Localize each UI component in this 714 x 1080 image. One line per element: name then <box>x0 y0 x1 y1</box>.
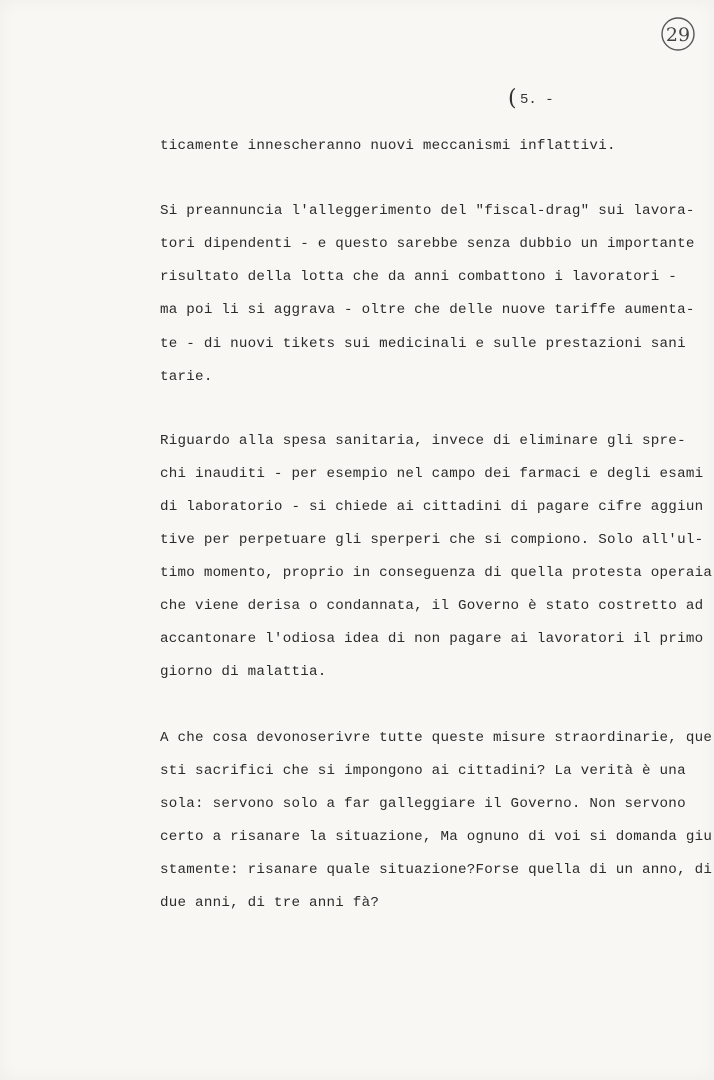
text-line: timo momento, proprio in conseguenza di quella protesta operaia <box>160 565 713 581</box>
page-marker-parenthesis: ( <box>508 86 517 111</box>
text-line: due anni, di tre anni fà? <box>160 895 380 911</box>
text-line: te - di nuovi tikets sui medicinali e sulle prestazioni sani <box>160 336 686 352</box>
text-line: risultato della lotta che da anni combattono i lavoratori - <box>160 269 678 285</box>
text-line: ma poi li si aggrava - oltre che delle nuove tariffe aumenta- <box>160 302 695 318</box>
text-line: A che cosa devonoserivre tutte queste misure straordinarie, que <box>160 730 713 746</box>
text-line: accantonare l'odiosa idea di non pagare ai lavoratori il primo <box>160 631 704 647</box>
page-marker <box>508 88 568 118</box>
stamp-number: 29 <box>665 24 691 46</box>
page-marker-number: 5. - <box>520 92 554 108</box>
text-line: Si preannuncia l'alleggerimento del "fiscal-drag" sui lavora- <box>160 203 695 219</box>
page-number-stamp <box>660 16 696 52</box>
text-line: stamente: risanare quale situazione?Forse quella di un anno, di <box>160 862 713 878</box>
text-line: che viene derisa o condannata, il Governo è stato costretto ad <box>160 598 704 614</box>
text-line: sti sacrifici che si impongono ai cittadini? La verità è una <box>160 763 686 779</box>
text-line: tive per perpetuare gli sperperi che si compiono. Solo all'ul- <box>160 532 704 548</box>
text-line: di laboratorio - si chiede ai cittadini di pagare cifre aggiun <box>160 499 704 515</box>
text-line: ticamente innescheranno nuovi meccanismi inflattivi. <box>160 138 616 154</box>
text-line: Riguardo alla spesa sanitaria, invece di eliminare gli spre- <box>160 433 686 449</box>
text-line: certo a risanare la situazione, Ma ognuno di voi si domanda giu <box>160 829 713 845</box>
text-line: sola: servono solo a far galleggiare il Governo. Non servono <box>160 796 686 812</box>
text-line: tori dipendenti - e questo sarebbe senza dubbio un importante <box>160 236 695 252</box>
text-line: giorno di malattia. <box>160 664 327 680</box>
text-line: tarie. <box>160 369 213 385</box>
text-line: chi inauditi - per esempio nel campo dei farmaci e degli esami <box>160 466 704 482</box>
